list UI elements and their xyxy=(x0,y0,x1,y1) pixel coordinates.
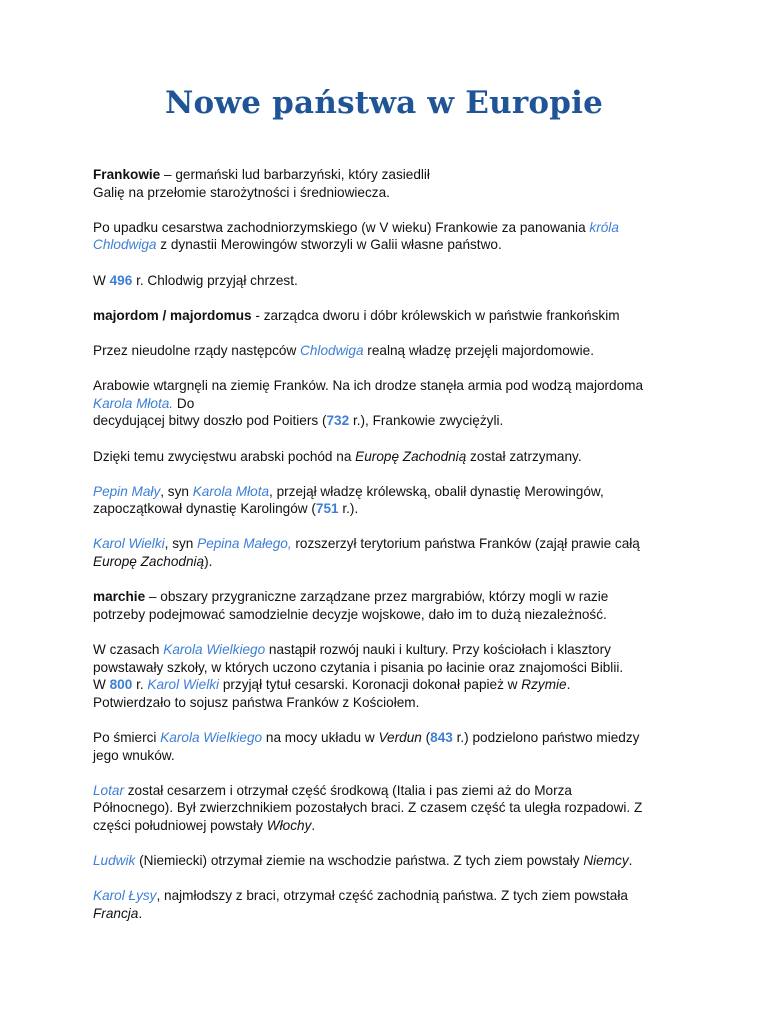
text: . xyxy=(311,817,316,833)
year-843: 843 xyxy=(430,730,453,745)
link-chlodwiga[interactable]: Chlodwiga xyxy=(93,237,157,253)
text: . xyxy=(138,905,143,921)
paragraph-zwyciestwo xyxy=(93,448,683,466)
link-pepina-malego[interactable]: Pepina Małego, xyxy=(197,536,292,552)
paragraph-marchie xyxy=(93,588,683,623)
year-800: 800 xyxy=(109,677,133,693)
paragraph-upadek xyxy=(93,219,683,254)
paragraph-majordom xyxy=(93,307,683,325)
text: Północnego). Był zwierzchnikiem pozostałych braci. Z czasem część ta uległa rozpadowi. Z xyxy=(93,800,643,816)
text: na mocy układu w xyxy=(262,730,379,745)
text: r.) podzielono państwo miedzy xyxy=(452,730,640,745)
paragraph-nastepcy xyxy=(93,342,683,360)
text: Dzięki temu zwycięstwu arabski pochód na xyxy=(93,448,356,464)
link-chlodwiga[interactable]: Chlodwiga xyxy=(300,342,364,358)
text: został cesarzem i otrzymał część środkową (Italia i pas ziemi aż do Morza xyxy=(123,782,572,798)
emphasis: Francja xyxy=(93,905,139,921)
text: Do xyxy=(173,395,195,411)
text: Arabowie wtargnęli na ziemię Franków. Na ich drodze stanęła armia pod wodzą majordoma xyxy=(93,378,644,394)
text: . xyxy=(566,677,571,693)
text: z dynastii Merowingów stworzyli w Galii własne państwo. xyxy=(156,237,502,253)
emphasis: Europę Zachodnią xyxy=(93,554,205,570)
page-title: Nowe państwa w Europie xyxy=(164,85,604,121)
text: W xyxy=(93,677,110,693)
link-karol-wielki[interactable]: Karol Wielki xyxy=(93,536,165,552)
link-lotar[interactable]: Lotar xyxy=(93,782,124,798)
text: części południowej powstały xyxy=(93,817,267,833)
year-496: 496 xyxy=(109,272,133,288)
term-frankowie: Frankowie xyxy=(93,167,161,182)
paragraph-verdun xyxy=(93,729,683,764)
emphasis: Niemcy xyxy=(583,853,629,869)
text: potrzeby podejmować samodzielnie decyzje wojskowe, dało im to dużą niezależność. xyxy=(93,606,607,622)
paragraph-lotar xyxy=(93,782,683,835)
year-751: 751 xyxy=(315,501,339,517)
text: został zatrzymany. xyxy=(466,448,582,464)
link-krola[interactable]: króla xyxy=(589,219,619,235)
emphasis: Europę Zachodnią xyxy=(355,448,467,464)
text: Przez nieudolne rządy następców xyxy=(93,342,301,358)
term-marchie: marchie xyxy=(93,589,146,605)
text: , syn xyxy=(160,483,193,499)
text: przyjął tytuł cesarski. Koronacji dokonał papież w xyxy=(219,677,522,693)
link-karola-mlota[interactable]: Karola Młota xyxy=(192,483,270,499)
emphasis: Verdun xyxy=(378,730,422,745)
text: zapoczątkował dynastię Karolingów ( xyxy=(93,501,316,517)
text: ). xyxy=(204,554,213,570)
text: r.), Frankowie zwyciężyli. xyxy=(349,413,504,429)
text: nastąpił rozwój nauki i kultury. Przy kościołach i klasztory xyxy=(265,642,611,658)
link-karola-wielkiego[interactable]: Karola Wielkiego xyxy=(163,642,266,658)
text: rozszerzył terytorium państwa Franków (zajął prawie całą xyxy=(291,536,640,552)
text: Po śmierci xyxy=(93,730,161,745)
link-karola-mlota[interactable]: Karola Młota. xyxy=(93,395,174,411)
link-karola-wielkiego[interactable]: Karola Wielkiego xyxy=(160,730,263,745)
paragraph-chrzest xyxy=(93,272,683,290)
year-732: 732 xyxy=(326,413,350,429)
text: – obszary przygraniczne zarządzane przez margrabiów, którzy mogli w razie xyxy=(145,589,609,605)
text: r. xyxy=(132,677,148,693)
text: Potwierdzało to sojusz państwa Franków z Kościołem. xyxy=(93,694,420,710)
text: Galię na przełomie starożytności i średniowiecza. xyxy=(93,184,390,200)
text: jego wnuków. xyxy=(93,747,175,763)
text: W czasach xyxy=(93,642,164,658)
paragraph-arabowie xyxy=(93,377,683,430)
text: . xyxy=(628,853,633,869)
link-ludwik[interactable]: Ludwik xyxy=(93,853,136,869)
text: realną władzę przejęli majordomowie. xyxy=(363,342,594,358)
text: ( xyxy=(421,730,431,745)
text: powstawały szkoły, w których uczono czytania i pisania po łacinie oraz znajomości Biblii. xyxy=(93,659,624,675)
text: W xyxy=(93,272,110,288)
text: (Niemiecki) otrzymał ziemie na wschodzie państwa. Z tych ziem powstały xyxy=(135,853,584,869)
text: r.). xyxy=(338,501,359,517)
document-body xyxy=(93,166,683,940)
text: - zarządca dworu i dóbr królewskich w państwie frankońskim xyxy=(251,307,620,323)
paragraph-pepin xyxy=(93,483,683,518)
text: , syn xyxy=(164,536,198,552)
link-karol-lysy[interactable]: Karol Łysy xyxy=(93,888,157,904)
text: decydującej bitwy doszło pod Poitiers ( xyxy=(93,413,327,429)
link-karol-wielki[interactable]: Karol Wielki xyxy=(147,677,220,693)
paragraph-karol-wielki xyxy=(93,535,683,570)
paragraph-ludwik xyxy=(93,852,683,870)
link-pepin-maly[interactable]: Pepin Mały xyxy=(93,483,161,499)
text: – germański lud barbarzyński, który zasiedlił xyxy=(160,167,430,182)
paragraph-frankowie xyxy=(93,166,683,201)
text: , najmłodszy z braci, otrzymał część zachodnią państwa. Z tych ziem powstała xyxy=(156,888,628,904)
text: Po upadku cesarstwa zachodniorzymskiego (w V wieku) Frankowie za panowania xyxy=(93,219,590,235)
paragraph-karol-lysy xyxy=(93,887,683,922)
text: , przejął władzę królewską, obalił dynastię Merowingów, xyxy=(269,483,604,499)
emphasis: Włochy xyxy=(266,817,312,833)
term-majordom: majordom / majordomus xyxy=(93,307,252,323)
paragraph-kultura xyxy=(93,641,683,711)
text: r. Chlodwig przyjął chrzest. xyxy=(132,272,298,288)
emphasis: Rzymie xyxy=(521,677,567,693)
